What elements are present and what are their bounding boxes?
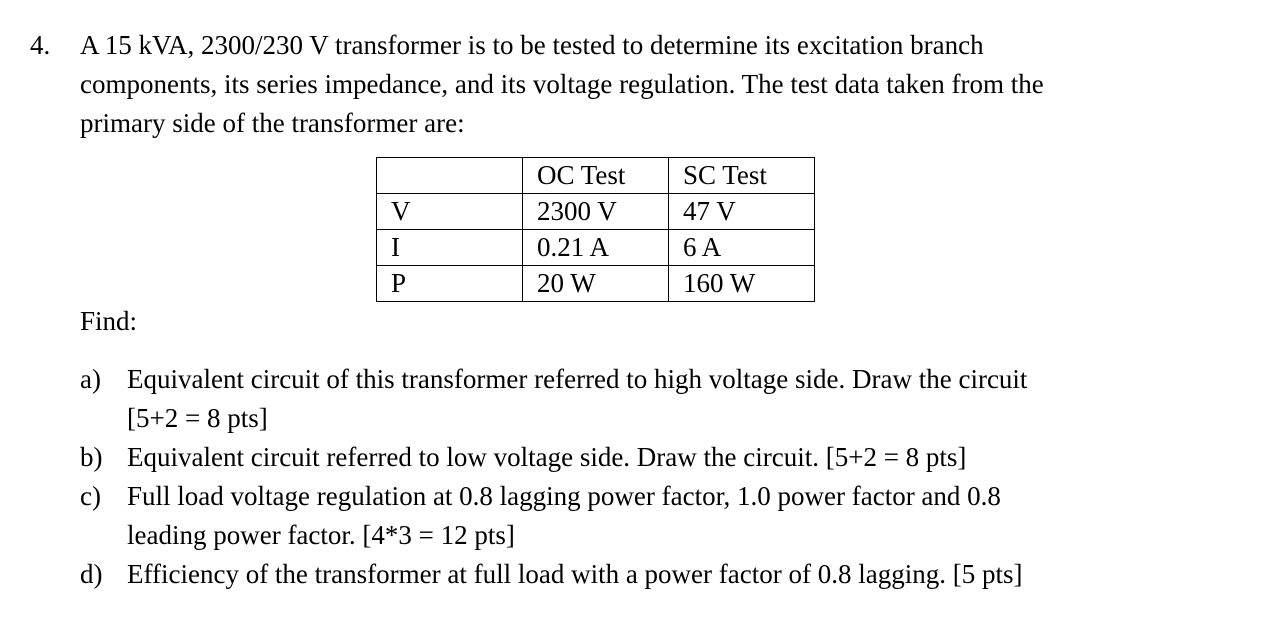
test-data-table [376, 157, 815, 302]
table-row [377, 230, 815, 266]
question-list [80, 360, 1260, 594]
question-line: Equivalent circuit of this transformer referred to high voltage side. Draw the circuit [127, 364, 1028, 394]
question-b [80, 438, 1260, 477]
table-header-cell: OC Test [523, 158, 669, 194]
question-text [127, 438, 1260, 477]
problem-statement [80, 26, 1240, 143]
table-row [377, 194, 815, 230]
question-marker: a) [80, 364, 101, 394]
statement-line: primary side of the transformer are: [80, 108, 465, 138]
statement-line: components, its series impedance, and its voltage regulation. The test data taken from the [80, 69, 1044, 99]
table-cell: 160 W [669, 266, 815, 302]
table-cell: 2300 V [523, 194, 669, 230]
table-cell: P [377, 266, 523, 302]
question-a [80, 360, 1260, 438]
question-marker: c) [80, 481, 101, 511]
table-header-cell: SC Test [669, 158, 815, 194]
table-header-row [377, 158, 815, 194]
table-cell: I [377, 230, 523, 266]
question-marker: b) [80, 442, 103, 472]
question-line: Efficiency of the transformer at full load with a power factor of 0.8 lagging. [5 pts] [127, 559, 1023, 589]
table-header-cell [377, 158, 523, 194]
question-line: Equivalent circuit referred to low voltage side. Draw the circuit. [5+2 = 8 pts] [127, 442, 967, 472]
find-label: Find: [80, 306, 138, 336]
table-cell: 0.21 A [523, 230, 669, 266]
question-line: Full load voltage regulation at 0.8 lagging power factor, 1.0 power factor and 0.8 [127, 481, 1001, 511]
table-row [377, 266, 815, 302]
table-cell: V [377, 194, 523, 230]
question-text [127, 477, 1260, 555]
statement-line: A 15 kVA, 2300/230 V transformer is to be tested to determine its excitation branch [80, 30, 984, 60]
question-marker: d) [80, 559, 103, 589]
table-cell: 6 A [669, 230, 815, 266]
question-line: leading power factor. [4*3 = 12 pts] [127, 520, 515, 550]
problem-number: 4. [30, 30, 51, 60]
question-d [80, 555, 1260, 594]
table-cell: 47 V [669, 194, 815, 230]
question-c [80, 477, 1260, 555]
table-cell: 20 W [523, 266, 669, 302]
question-text [127, 555, 1260, 594]
question-text [127, 360, 1260, 438]
question-line: [5+2 = 8 pts] [127, 403, 268, 433]
